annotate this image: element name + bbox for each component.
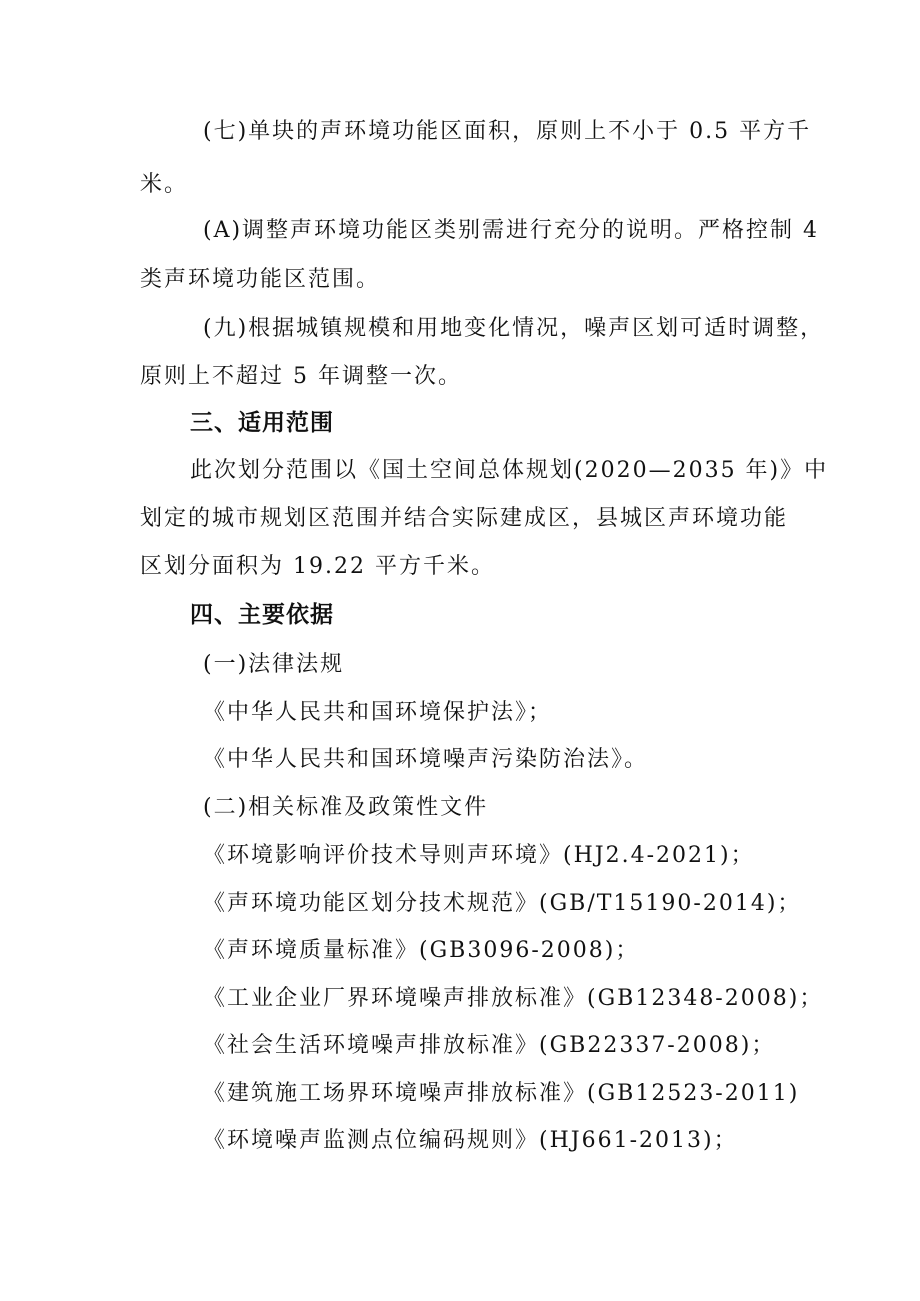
para-7-line-2: 米。 xyxy=(140,172,189,197)
subsection-laws-heading: (一)法律法规 xyxy=(203,652,345,677)
section-3-line-1: 此次划分范围以《国土空间总体规划(2020—2035 年)》中 xyxy=(190,458,829,483)
section-3-heading: 三、适用范围 xyxy=(190,410,334,436)
para-8-line-2: 类声环境功能区范围。 xyxy=(140,267,381,292)
para-9-line-2: 原则上不超过 5 年调整一次。 xyxy=(140,364,462,389)
law-item: 《中华人民共和国环境噪声污染防治法》。 xyxy=(203,747,649,772)
standard-item: 《工业企业厂界环境噪声排放标准》(GB12348-2008)； xyxy=(203,986,824,1011)
para-9-line-1: (九)根据城镇规模和用地变化情况，噪声区划可适时调整， xyxy=(203,316,825,341)
standard-item: 《社会生活环境噪声排放标准》(GB22337-2008)； xyxy=(203,1033,776,1058)
para-7-line-1: (七)单块的声环境功能区面积，原则上不小于 0.5 平方千 xyxy=(203,119,812,144)
standard-item: 《环境影响评价技术导则声环境》(HJ2.4-2021)； xyxy=(203,843,755,868)
section-4-heading: 四、主要依据 xyxy=(190,602,334,628)
standard-item: 《环境噪声监测点位编码规则》(HJ661-2013)； xyxy=(203,1128,738,1153)
standard-item: 《建筑施工场界环境噪声排放标准》(GB12523-2011) xyxy=(203,1081,800,1106)
para-8-line-1: (A)调整声环境功能区类别需进行充分的说明。严格控制 4 xyxy=(203,218,820,243)
law-item: 《中华人民共和国环境保护法》； xyxy=(203,700,553,725)
section-3-line-2: 划定的城市规划区范围并结合实际建成区，县城区声环境功能 xyxy=(140,506,789,531)
standard-item: 《声环境质量标准》(GB3096-2008)； xyxy=(203,938,640,963)
section-3-line-3: 区划分面积为 19.22 平方千米。 xyxy=(140,554,495,579)
standard-item: 《声环境功能区划分技术规范》(GB/T15190-2014)； xyxy=(203,891,802,916)
subsection-standards-heading: (二)相关标准及政策性文件 xyxy=(203,795,489,820)
